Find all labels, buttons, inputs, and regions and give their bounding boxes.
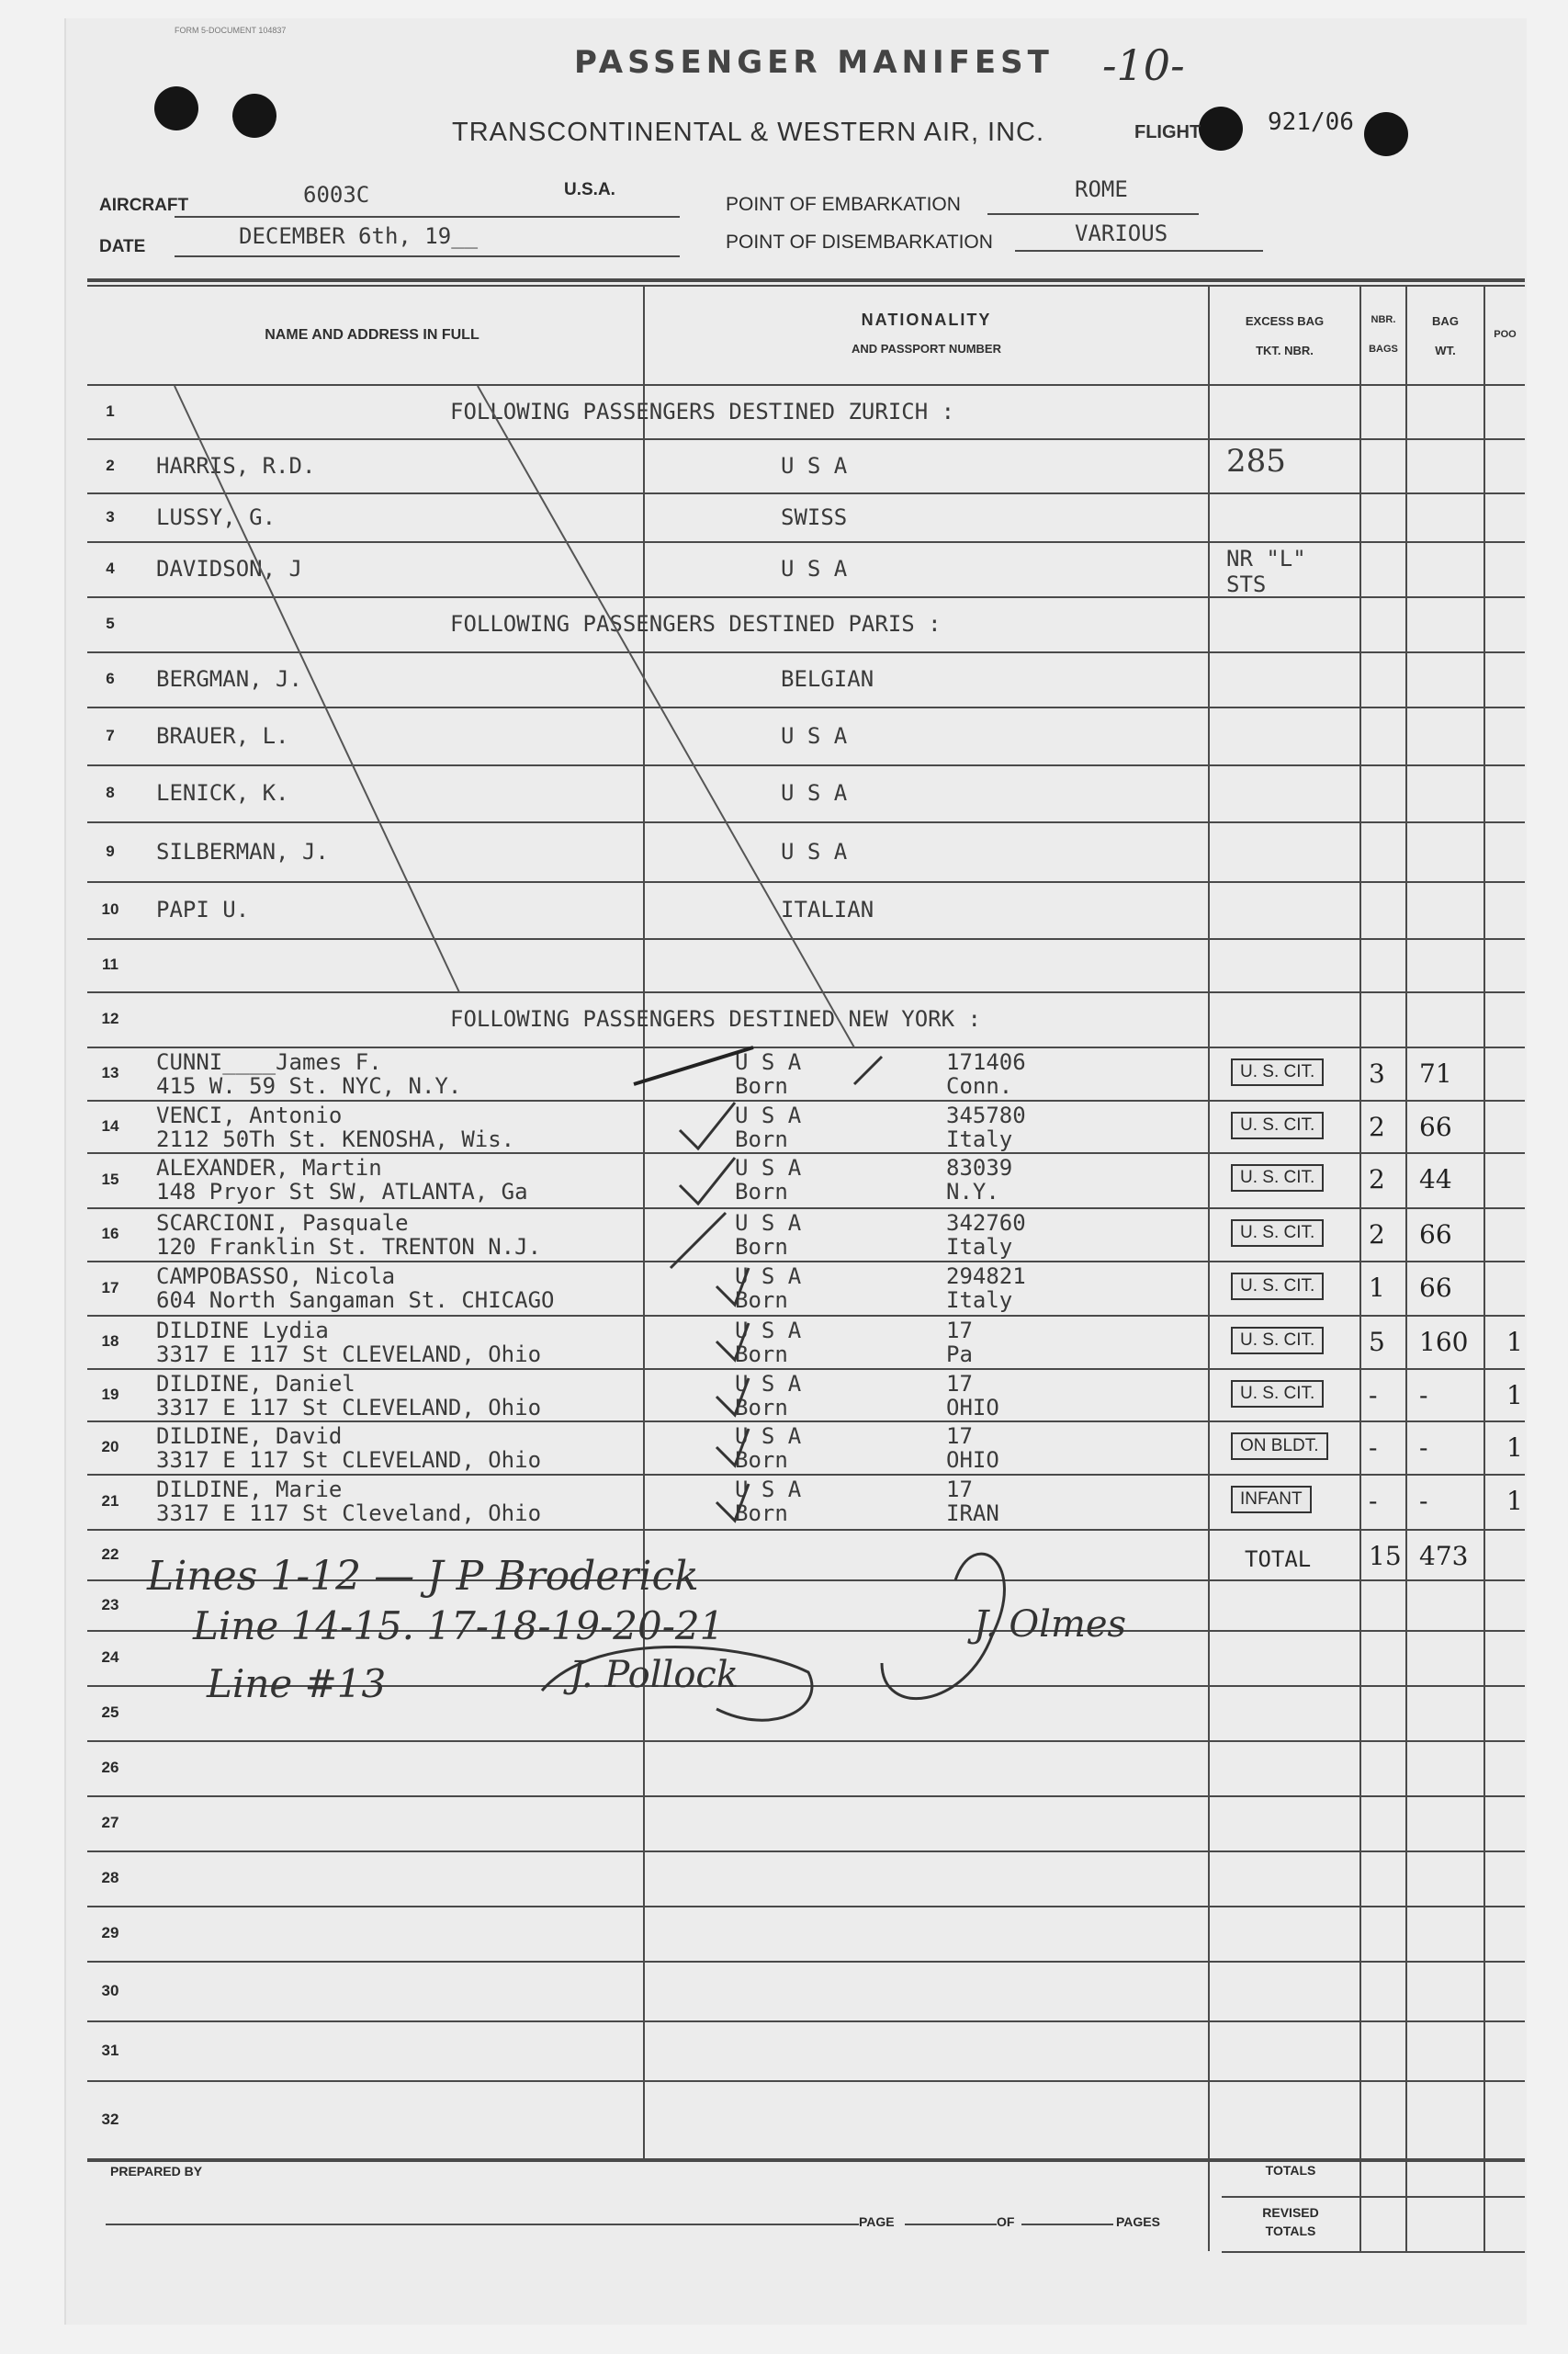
bag-weight: 66 [1419, 1219, 1452, 1250]
tick-13 [854, 1057, 882, 1084]
bag-weight: 66 [1419, 1112, 1452, 1142]
poo-value: 1 [1506, 1486, 1523, 1516]
nationality: U S A [735, 1318, 802, 1343]
passenger-address: 3317 E 117 St CLEVELAND, Ohio [156, 1447, 542, 1473]
row-number: 27 [101, 1814, 119, 1831]
row-number: 16 [101, 1225, 119, 1242]
row-number: 9 [106, 842, 115, 860]
page-line [905, 2224, 997, 2225]
bag-count: 3 [1369, 1058, 1385, 1089]
bag-weight: 160 [1419, 1327, 1469, 1357]
passenger-name: DILDINE, Daniel [156, 1371, 355, 1397]
col-header-excess-tkt: TKT. NBR. [1256, 344, 1314, 357]
citizen-stamp: U. S. CIT. [1231, 1327, 1324, 1354]
passport-number: 345780 [946, 1103, 1026, 1128]
check-mark-19 [716, 1378, 749, 1415]
row-number: 26 [101, 1759, 119, 1776]
bag-count: - [1369, 1486, 1378, 1516]
totals-label: TOTALS [1265, 2163, 1316, 2178]
nationality: U S A [781, 556, 848, 582]
row-number: 19 [101, 1385, 119, 1403]
row-number: 12 [101, 1010, 119, 1027]
date-value: DECEMBER 6th, 19__ [239, 223, 479, 249]
bag-weight: - [1419, 1486, 1428, 1516]
nationality: U S A [781, 838, 848, 865]
passenger-name: VENCI, Antonio [156, 1103, 343, 1128]
passport-number: 294821 [946, 1263, 1026, 1289]
disembark-label: POINT OF DISEMBARKATION [726, 232, 993, 253]
page-title: PASSENGER MANIFEST [574, 44, 1054, 81]
citizen-stamp: INFANT [1231, 1486, 1312, 1513]
row-number: 5 [106, 615, 115, 632]
passenger-name: SCARCIONI, Pasquale [156, 1210, 409, 1236]
signature-olmes: J. Olmes [974, 1603, 1127, 1646]
aircraft-label: AIRCRAFT [99, 196, 189, 215]
birth-status: Born [735, 1500, 788, 1526]
birth-status: Born [735, 1126, 788, 1152]
passport-origin: Italy [946, 1234, 1013, 1260]
check-mark-20 [716, 1429, 749, 1466]
nationality: U S A [735, 1049, 802, 1075]
bag-count: 5 [1369, 1327, 1385, 1357]
flight-label: FLIGHT [1134, 122, 1201, 142]
row-number: 25 [101, 1703, 119, 1721]
bag-weight: - [1419, 1432, 1428, 1463]
nationality: SWISS [781, 504, 848, 530]
citizen-stamp: U. S. CIT. [1231, 1112, 1324, 1139]
nationality: U S A [735, 1423, 802, 1449]
signature-pollock: J. Pollock [570, 1654, 739, 1696]
birth-status: Born [735, 1287, 788, 1313]
passport-origin: Italy [946, 1126, 1013, 1152]
nationality: U S A [735, 1263, 802, 1289]
pages-label: PAGES [1116, 2214, 1160, 2229]
col-header-passport: AND PASSPORT NUMBER [852, 342, 1001, 356]
strike-line-2 [478, 386, 854, 1047]
passenger-name: BRAUER, L. [156, 722, 289, 749]
citizen-stamp: ON BLDT. [1231, 1432, 1328, 1460]
passenger-address: 604 North Sangaman St. CHICAGO [156, 1287, 555, 1313]
col-header-bags: NBR. [1371, 314, 1396, 325]
prepared-by-line [106, 2224, 859, 2225]
embark-value: ROME [1075, 176, 1128, 202]
passenger-address: 415 W. 59 St. NYC, N.Y. [156, 1073, 462, 1099]
check-mark-17 [716, 1268, 749, 1305]
revised-totals-label: TOTALS [1265, 2224, 1316, 2238]
excess-bag-ticket: 285 [1226, 443, 1286, 480]
bag-weight: 44 [1419, 1164, 1452, 1194]
passenger-address: 3317 E 117 St CLEVELAND, Ohio [156, 1395, 542, 1420]
date-label: DATE [99, 237, 146, 256]
col-header-bags-2: BAGS [1369, 344, 1398, 355]
row-number: 23 [101, 1595, 119, 1613]
passenger-name: DILDINE, David [156, 1423, 343, 1449]
poo-value: 1 [1506, 1380, 1523, 1410]
row-number: 15 [101, 1171, 119, 1188]
passport-number: 171406 [946, 1049, 1026, 1075]
birth-status: Born [735, 1341, 788, 1367]
passport-number: 83039 [946, 1155, 1013, 1181]
page-mark: -10- [1102, 40, 1185, 90]
nationality: ITALIAN [781, 897, 874, 922]
bag-weight: 473 [1419, 1541, 1469, 1571]
bag-count: 2 [1369, 1219, 1385, 1250]
destination-heading: FOLLOWING PASSENGERS DESTINED PARIS : [450, 611, 942, 637]
row-number: 22 [101, 1545, 119, 1563]
handwriting-line22: Lines 1-12 — J P Broderick [147, 1553, 699, 1600]
row-number: 13 [101, 1064, 119, 1081]
row-number: 20 [101, 1438, 119, 1455]
bag-weight: 66 [1419, 1273, 1452, 1303]
row-number: 30 [101, 1981, 119, 1999]
passenger-name: LUSSY, G. [156, 504, 276, 530]
nationality: U S A [735, 1371, 802, 1397]
col-header-nationality: NATIONALITY [861, 311, 992, 329]
passenger-name: DAVIDSON, J [156, 556, 302, 582]
bag-count: - [1369, 1380, 1378, 1410]
row-number: 24 [101, 1648, 119, 1666]
company-name: TRANSCONTINENTAL & WESTERN AIR, INC. [452, 118, 1045, 147]
of-label: OF [997, 2214, 1015, 2229]
row-number: 17 [101, 1278, 119, 1296]
passenger-name: ALEXANDER, Martin [156, 1155, 382, 1181]
strike-line-1 [175, 386, 459, 992]
passenger-name: LENICK, K. [156, 780, 289, 806]
revised-label: REVISED [1262, 2205, 1319, 2220]
passport-origin: N.Y. [946, 1179, 999, 1205]
form-number: FORM 5-DOCUMENT 104837 [175, 26, 287, 35]
passenger-name: DILDINE, Marie [156, 1477, 343, 1502]
check-mark-21 [716, 1484, 749, 1521]
passport-number: 17 [946, 1318, 973, 1343]
check-mark-16 [671, 1213, 726, 1268]
row-number: 2 [106, 456, 115, 474]
excess-bag-ticket-2: STS [1226, 572, 1267, 597]
birth-status: Born [735, 1179, 788, 1205]
passport-number: 17 [946, 1371, 973, 1397]
passport-origin: OHIO [946, 1447, 999, 1473]
passenger-name: SILBERMAN, J. [156, 838, 329, 865]
revised-divider [1222, 2251, 1525, 2253]
destination-heading: FOLLOWING PASSENGERS DESTINED ZURICH : [450, 399, 955, 424]
nationality: U S A [781, 780, 848, 806]
col-header-poo: POO [1494, 329, 1517, 340]
passenger-address: 120 Franklin St. TRENTON N.J. [156, 1234, 542, 1260]
bag-count: - [1369, 1432, 1378, 1463]
row-number: 28 [101, 1869, 119, 1886]
row-number: 18 [101, 1332, 119, 1350]
passenger-name: PAPI U. [156, 897, 250, 922]
page-label: PAGE [859, 2214, 895, 2229]
row-number: 3 [106, 507, 115, 526]
poo-value: 1 [1506, 1432, 1523, 1463]
handwriting-line24: Line #13 [207, 1661, 387, 1706]
bag-weight: - [1419, 1380, 1428, 1410]
col-header-wt: BAG [1432, 314, 1459, 328]
birth-status: Born [735, 1234, 788, 1260]
of-line [1021, 2224, 1113, 2225]
citizen-stamp: U. S. CIT. [1231, 1219, 1324, 1247]
passport-origin: OHIO [946, 1395, 999, 1420]
strike-mark [634, 1047, 753, 1084]
passenger-address: 2112 50Th St. KENOSHA, Wis. [156, 1126, 515, 1152]
row-number: 32 [101, 2110, 119, 2128]
row-number: 6 [106, 670, 115, 687]
nationality: U S A [735, 1155, 802, 1181]
prepared-by-label: PREPARED BY [110, 2164, 203, 2179]
passport-number: 17 [946, 1477, 973, 1502]
row-number: 14 [101, 1116, 119, 1135]
passport-origin: IRAN [946, 1500, 999, 1526]
nationality: U S A [735, 1210, 802, 1236]
nationality: BELGIAN [781, 666, 874, 692]
bag-count: 2 [1369, 1112, 1385, 1142]
excess-bag-ticket: NR "L" [1226, 546, 1306, 572]
row-number: 11 [102, 956, 118, 973]
col-header-excess: EXCESS BAG [1245, 314, 1325, 328]
total-label: TOTAL [1245, 1546, 1312, 1572]
passenger-name: CAMPOBASSO, Nicola [156, 1263, 396, 1289]
passport-origin: Pa [946, 1341, 973, 1367]
row-number: 31 [101, 2041, 119, 2059]
passenger-name: BERGMAN, J. [156, 666, 302, 692]
row-number: 7 [106, 726, 115, 744]
passport-number: 17 [946, 1423, 973, 1449]
poo-value: 1 [1506, 1327, 1523, 1357]
flight-number: 921/06 [1268, 108, 1354, 136]
birth-status: Born [735, 1073, 788, 1099]
bag-weight: 71 [1419, 1058, 1452, 1089]
bag-count: 1 [1369, 1273, 1385, 1303]
col-header-wt-2: WT. [1435, 344, 1456, 357]
citizen-stamp: U. S. CIT. [1231, 1273, 1324, 1300]
passenger-name: DILDINE Lydia [156, 1318, 329, 1343]
row-number: 21 [101, 1492, 119, 1510]
nationality: U S A [781, 452, 848, 479]
col-header-name: NAME AND ADDRESS IN FULL [265, 327, 479, 343]
passenger-address: 3317 E 117 St Cleveland, Ohio [156, 1500, 542, 1526]
aircraft-value: 6003C [303, 182, 370, 208]
passenger-address: 148 Pryor St SW, ATLANTA, Ga [156, 1179, 528, 1205]
check-mark-18 [716, 1323, 749, 1360]
passenger-name: CUNNI____James F. [156, 1049, 382, 1075]
bag-count: 15 [1369, 1541, 1402, 1571]
birth-status: Born [735, 1447, 788, 1473]
check-mark-15 [680, 1158, 735, 1204]
birth-status: Born [735, 1395, 788, 1420]
passenger-address: 3317 E 117 St CLEVELAND, Ohio [156, 1341, 542, 1367]
registry-label: U.S.A. [564, 180, 615, 199]
destination-heading: FOLLOWING PASSENGERS DESTINED NEW YORK : [450, 1006, 981, 1032]
check-mark-14 [680, 1103, 735, 1149]
passport-number: 342760 [946, 1210, 1026, 1236]
row-number: 1 [106, 402, 115, 420]
nationality: U S A [781, 722, 848, 749]
totals-divider [1222, 2196, 1525, 2198]
nationality: U S A [735, 1103, 802, 1128]
nationality: U S A [735, 1477, 802, 1502]
bag-count: 2 [1369, 1164, 1385, 1194]
embark-label: POINT OF EMBARKATION [726, 194, 961, 215]
citizen-stamp: U. S. CIT. [1231, 1164, 1324, 1192]
row-number: 4 [106, 560, 115, 577]
row-number: 10 [101, 900, 119, 918]
disembark-value: VARIOUS [1075, 221, 1168, 246]
citizen-stamp: U. S. CIT. [1231, 1380, 1324, 1408]
passport-origin: Italy [946, 1287, 1013, 1313]
row-number: 29 [101, 1924, 119, 1941]
citizen-stamp: U. S. CIT. [1231, 1058, 1324, 1086]
handwriting-line23: Line 14-15. 17-18-19-20-21 [193, 1603, 725, 1648]
row-number: 8 [106, 784, 115, 801]
passenger-name: HARRIS, R.D. [156, 452, 316, 479]
passport-origin: Conn. [946, 1073, 1013, 1099]
